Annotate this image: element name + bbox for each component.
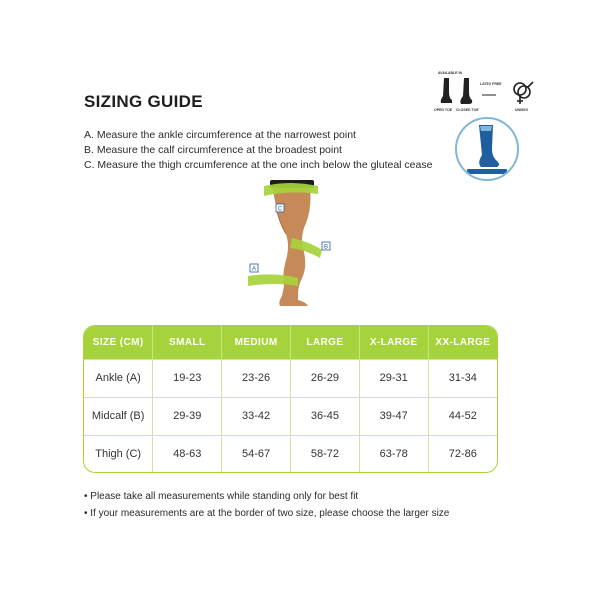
latex-free-icon: [482, 90, 496, 100]
latex-free-label: LATEX FREE: [480, 82, 502, 86]
table-cell: 44-52: [428, 397, 497, 435]
table-cell: 72-86: [428, 435, 497, 472]
fit-notes: [84, 488, 449, 522]
stocking-badge: [455, 117, 519, 181]
open-toe-label: OPEN TOE: [434, 108, 453, 112]
product-badges: [430, 70, 540, 120]
step-thigh: C. Measure the thigh crcumference at the one inch below the gluteal cease: [84, 159, 433, 171]
table-cell: 26-29: [290, 360, 359, 398]
marker-c: C: [277, 206, 283, 213]
row-label: Ankle (A): [84, 360, 153, 398]
col-small: SMALL: [153, 326, 222, 360]
stocking-icon: [457, 119, 517, 179]
step-ankle: A. Measure the ankle circumference at the narrowest point: [84, 129, 356, 141]
col-x-large: X-LARGE: [359, 326, 428, 360]
size-table: [83, 325, 498, 473]
table-cell: 58-72: [290, 435, 359, 472]
closed-toe-label: CLOSED TOE: [456, 108, 479, 112]
table-row: [84, 397, 497, 435]
table-cell: 63-78: [359, 435, 428, 472]
table-cell: 39-47: [359, 397, 428, 435]
table-cell: 31-34: [428, 360, 497, 398]
marker-b: B: [323, 244, 329, 251]
leg-illustration: [240, 178, 340, 318]
unisex-label: UNISEX: [515, 108, 529, 112]
table-header-row: [84, 326, 497, 360]
measurement-steps: [84, 128, 432, 173]
unisex-icon: [510, 80, 534, 106]
table-cell: 23-26: [222, 360, 291, 398]
available-in-label: AVAILABLE IN: [438, 71, 462, 75]
table-row: [84, 435, 497, 472]
row-label: Thigh (C): [84, 435, 153, 472]
table-cell: 29-39: [153, 397, 222, 435]
open-toe-stocking-icon: [438, 78, 454, 106]
col-xx-large: XX-LARGE: [428, 326, 497, 360]
table-cell: 54-67: [222, 435, 291, 472]
table-row: [84, 360, 497, 398]
table-cell: 19-23: [153, 360, 222, 398]
table-cell: 33-42: [222, 397, 291, 435]
step-calf: B. Measure the calf circumference at the broadest point: [84, 144, 342, 156]
col-size: SIZE (CM): [84, 326, 153, 360]
marker-a: A: [251, 266, 257, 273]
closed-toe-stocking-icon: [458, 78, 474, 106]
table-cell: 36-45: [290, 397, 359, 435]
note-border-size: • If your measurements are at the border of two size, please choose the larger size: [84, 508, 450, 519]
col-medium: MEDIUM: [222, 326, 291, 360]
table-cell: 48-63: [153, 435, 222, 472]
page-title: SIZING GUIDE: [84, 92, 203, 111]
note-standing: • Please take all measurements while standing only for best fit: [84, 491, 359, 502]
row-label: Midcalf (B): [84, 397, 153, 435]
table-cell: 29-31: [359, 360, 428, 398]
col-large: LARGE: [290, 326, 359, 360]
